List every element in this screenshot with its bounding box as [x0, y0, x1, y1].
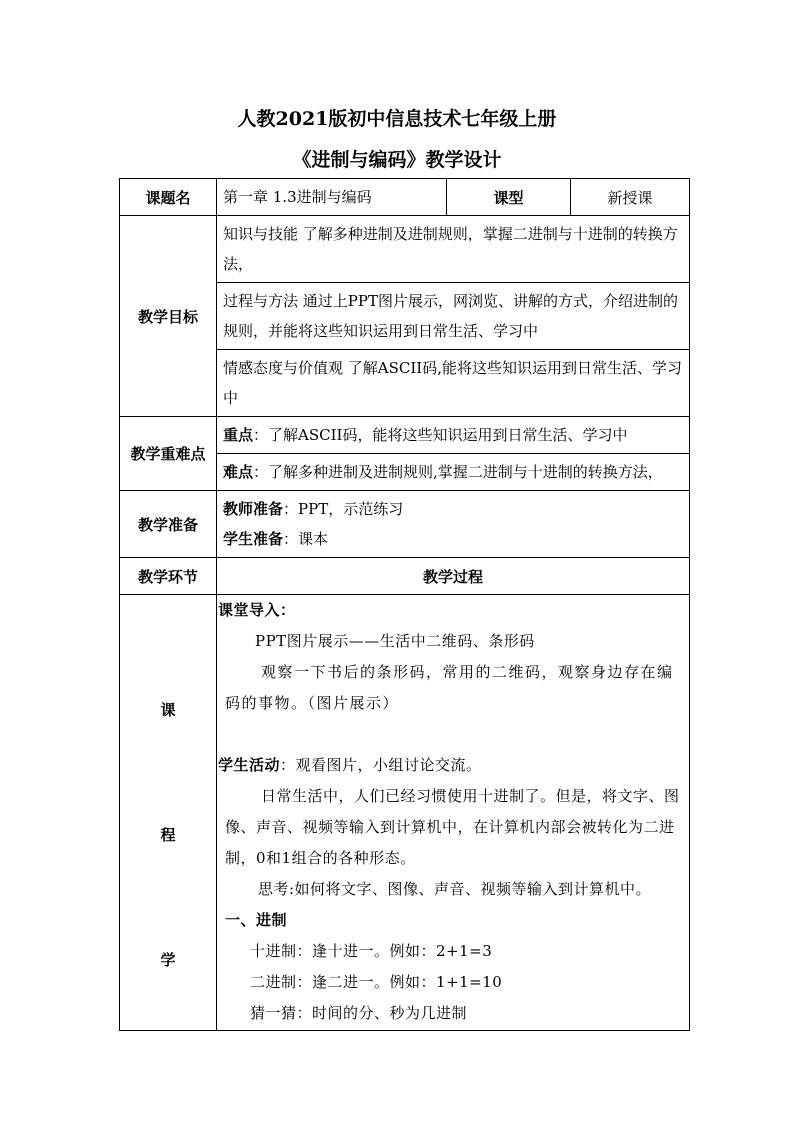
- guess-line: 猜一猜：时间的分、秒为几进制: [250, 1004, 468, 1022]
- process-content: [217, 595, 690, 1031]
- topic-row: [120, 179, 690, 216]
- decimal-line: 十进制：逢十进一。例如：2+1=3: [250, 942, 493, 960]
- difficult-point-text: ：了解多种进制及进制规则,掌握二进制与十进制的转换方法，: [253, 463, 663, 481]
- intro-ppt-line: PPT图片展示——生活中二维码、条形码: [255, 632, 535, 650]
- keypoints-row: [120, 417, 690, 454]
- goal-process: 过程与方法 通过上PPT图片展示，网浏览、讲解的方式，介绍进制的规则，并能将这些知识运用到日常生活、学习中: [217, 283, 690, 350]
- prep-content: [217, 491, 690, 558]
- key-point-label: 重点: [223, 426, 254, 444]
- process-header-row: [120, 558, 690, 595]
- topic-value: 第一章 1.3进制与编码: [217, 179, 447, 216]
- key-point-text: ：了解ASCII码，能将这些知识运用到日常生活、学习中: [253, 426, 628, 444]
- stage-char-3: 学: [160, 951, 176, 969]
- intro-heading: 课堂导入：: [218, 601, 296, 619]
- process-row: [120, 595, 690, 1031]
- process-stage-cell: [120, 595, 217, 1031]
- intro-observe-para: 观察一下书后的条形码，常用的二维码，观察身边存在编码的事物。（图片展示）: [225, 663, 674, 712]
- prep-label: 教学准备: [120, 491, 217, 558]
- topic-label: 课题名: [120, 179, 217, 216]
- prep-row: [120, 491, 690, 558]
- decimal-intro-para: 日常生活中，人们已经习惯使用十进制了。但是，将文字、图像、声音、视频等输入到计算机中，在计算机内部会被转化为二进制，0和1组合的各种形态。: [225, 787, 680, 867]
- goal-knowledge: 知识与技能 了解多种进制及进制规则，掌握二进制与十进制的转换方法，: [217, 216, 690, 283]
- stage-char-1: 课: [160, 701, 176, 719]
- keypoints-label: 教学重难点: [120, 417, 217, 491]
- key-point: [217, 417, 690, 454]
- think-question: 思考:如何将文字、图像、声音、视频等输入到计算机中。: [258, 880, 652, 898]
- lesson-plan-table: [119, 178, 690, 1031]
- lesson-type-value: 新授课: [571, 179, 690, 216]
- student-prep-label: 学生准备: [223, 530, 284, 548]
- section-heading: 一、进制: [225, 911, 288, 929]
- difficult-point-label: 难点: [223, 463, 254, 481]
- goal-attitude: 情感态度与价值观 了解ASCII码,能将这些知识运用到日常生活、学习中: [217, 350, 690, 417]
- student-activity-text: ：观看图片，小组讨论交流。: [280, 756, 482, 774]
- difficult-point: [217, 454, 690, 491]
- stage-char-2: 程: [160, 826, 176, 844]
- goals-label: 教学目标: [120, 216, 217, 417]
- student-prep-text: ：课本: [283, 530, 329, 548]
- process-header: 教学过程: [217, 558, 690, 595]
- teacher-prep-label: 教师准备: [223, 500, 284, 518]
- lesson-type-label: 课型: [447, 179, 571, 216]
- teacher-prep-text: ：PPT，示范练习: [283, 500, 404, 518]
- document-title: 人教2021版初中信息技术七年级上册: [237, 108, 557, 130]
- process-stage-header: 教学环节: [120, 558, 217, 595]
- document-subtitle: 《进制与编码》教学设计: [292, 149, 502, 171]
- student-activity: [218, 750, 685, 781]
- binary-line: 二进制：逢二进一。例如：1+1=10: [250, 973, 503, 991]
- student-activity-label: 学生活动: [218, 756, 281, 774]
- goals-row: [120, 216, 690, 283]
